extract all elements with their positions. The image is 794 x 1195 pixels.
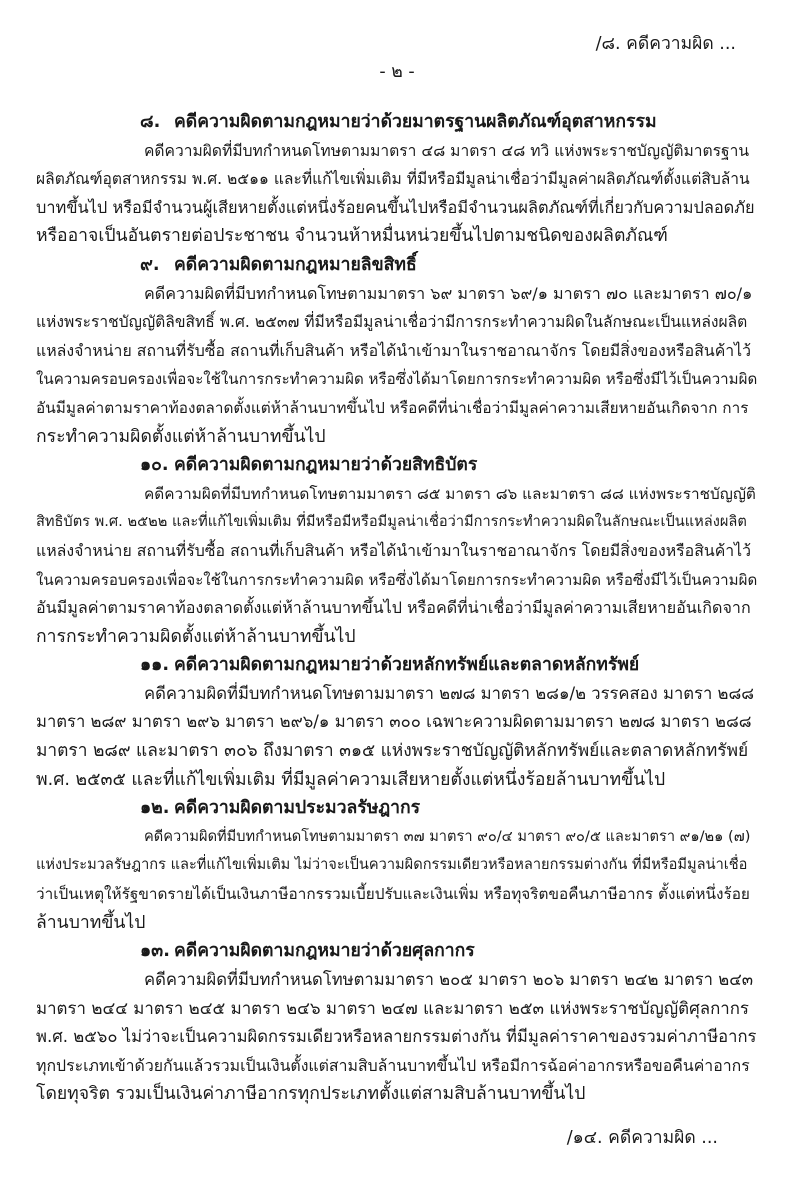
paragraph-line: แหล่งจำหน่าย สถานที่รับซื้อ สถานที่เก็บสินค้า หรือได้นำเข้ามาในราชอาณาจักร โดยมีสิ่งของหรือสินค้าไว้ bbox=[36, 340, 752, 360]
running-header-note: /๘. คดีความผิด ... bbox=[595, 34, 736, 54]
paragraph-line: มาตรา ๒๘๙ มาตรา ๒๙๖ มาตรา ๒๙๖/๑ มาตรา ๓๐๐ เฉพาะความผิดตามมาตรา ๒๗๘ มาตรา ๒๘๘ bbox=[36, 712, 752, 732]
section-paragraph bbox=[36, 680, 758, 794]
paragraph-line: โดยทุจริต รวมเป็นเงินค่าภาษีอากรทุกประเภทตั้งแต่สามสิบล้านบาทขึ้นไป bbox=[36, 1084, 586, 1105]
paragraph-line: คดีความผิดที่มีบทกำหนดโทษตามมาตรา ๒๗๘ มาตรา ๒๘๑/๒ วรรคสอง มาตรา ๒๘๘ bbox=[144, 683, 755, 703]
paragraph-line: ทุกประเภทเข้าด้วยกันแล้วรวมเป็นเงินตั้งแต่สามสิบล้านบาทขึ้นไป หรือมีการฉ้อค่าอากรหรือขอคืนค่าอากร bbox=[36, 1055, 750, 1075]
section-paragraph bbox=[36, 137, 758, 251]
section-title: คดีความผิดตามกฎหมายว่าด้วยสิทธิบัตร bbox=[174, 455, 478, 476]
paragraph-line: ผลิตภัณฑ์อุตสาหกรรม พ.ศ. ๒๕๑๑ และที่แก้ไขเพิ่มเติม ที่มีหรือมีมูลน่าเชื่อว่ามีมูลค่าผลิตภัณฑ์ตั้งแต่สิบล้าน bbox=[36, 170, 750, 189]
paragraph-line: คดีความผิดที่มีบทกำหนดโทษตามมาตรา ๒๐๕ มาตรา ๒๐๖ มาตรา ๒๔๒ มาตรา ๒๔๓ bbox=[144, 969, 754, 989]
paragraph-line: อันมีมูลค่าตามราคาท้องตลาดตั้งแต่ห้าล้านบาทขึ้นไป หรือคดีที่น่าเชื่อว่ามีมูลค่าความเสียหายอันเกิดจาก การ bbox=[36, 398, 749, 417]
paragraph-line: หรืออาจเป็นอันตรายต่อประชาชน จำนวนห้าหมื่นหน่วยขึ้นไปตามชนิดของผลิตภัณฑ์ bbox=[36, 226, 668, 247]
section-heading bbox=[36, 251, 758, 280]
document-section bbox=[36, 651, 758, 794]
paragraph-line: พ.ศ. ๒๕๖๐ ไม่ว่าจะเป็นความผิดกรรมเดียวหรือหลายกรรมต่างกัน ที่มีมูลค่าราคาของรวมค่าภาษีอากร bbox=[36, 1027, 757, 1046]
section-number: ๑๑. bbox=[140, 655, 170, 676]
section-heading bbox=[36, 651, 758, 680]
paragraph-line: ว่าเป็นเหตุให้รัฐขาดรายได้เป็นเงินภาษีอากรรวมเบี้ยปรับและเงินเพิ่ม หรือทุจริตขอคืนภาษีอากร ตั้งแต่หนึ่งร้อย bbox=[36, 885, 750, 904]
page-number: - ๒ - bbox=[379, 62, 415, 82]
paragraph-line: คดีความผิดที่มีบทกำหนดโทษตามมาตรา ๓๗ มาตรา ๙๐/๔ มาตรา ๙๐/๕ และมาตรา ๙๑/๒๑ (๗) bbox=[144, 827, 751, 845]
section-title: คดีความผิดตามกฎหมายว่าด้วยหลักทรัพย์และตลาดหลักทรัพย์ bbox=[174, 655, 640, 676]
section-title: คดีความผิดตามกฎหมายว่าด้วยศุลกากร bbox=[174, 941, 475, 962]
document-section bbox=[36, 251, 758, 451]
paragraph-line: มาตรา ๒๘๙ และมาตรา ๓๐๖ ถึงมาตรา ๓๑๕ แห่งพระราชบัญญัติหลักทรัพย์และตลาดหลักทรัพย์ bbox=[36, 741, 749, 762]
section-heading bbox=[36, 937, 758, 966]
sections-container bbox=[36, 108, 758, 1109]
section-heading bbox=[36, 794, 758, 823]
section-number: ๑๓. bbox=[140, 941, 170, 962]
paragraph-line: บาทขึ้นไป หรือมีจำนวนผู้เสียหายตั้งแต่หนึ่งร้อยคนขึ้นไปหรือมีจำนวนผลิตภัณฑ์ที่เกี่ยวกับความปลอดภัย bbox=[36, 197, 755, 217]
document-section bbox=[36, 937, 758, 1109]
paragraph-line: กระทำความผิดตั้งแต่ห้าล้านบาทขึ้นไป bbox=[36, 426, 326, 447]
paragraph-line: คดีความผิดที่มีบทกำหนดโทษตามมาตรา ๔๘ มาตรา ๔๘ ทวิ แห่งพระราชบัญญัติมาตรฐาน bbox=[144, 141, 750, 160]
paragraph-line: แหล่งจำหน่าย สถานที่รับซื้อ สถานที่เก็บสินค้า หรือได้นำเข้ามาในราชอาณาจักร โดยมีสิ่งของหรือสินค้าไว้ bbox=[36, 540, 752, 560]
paragraph-line: คดีความผิดที่มีบทกำหนดโทษตามมาตรา ๖๙ มาตรา ๖๙/๑ มาตรา ๗๐ และมาตรา ๗๐/๑ bbox=[144, 283, 753, 303]
section-paragraph bbox=[36, 966, 758, 1109]
section-paragraph bbox=[36, 480, 758, 652]
paragraph-line: มาตรา ๒๔๔ มาตรา ๒๔๕ มาตรา ๒๔๖ มาตรา ๒๔๗ และมาตรา ๒๕๓ แห่งพระราชบัญญัติศุลกากร bbox=[36, 998, 749, 1019]
paragraph-line: พ.ศ. ๒๕๓๕ และที่แก้ไขเพิ่มเติม ที่มีมูลค่าความเสียหายตั้งแต่หนึ่งร้อยล้านบาทขึ้นไป bbox=[36, 769, 666, 790]
paragraph-line: ล้านบาทขึ้นไป bbox=[36, 912, 146, 933]
paragraph-line: ในความครอบครองเพื่อจะใช้ในการกระทำความผิด หรือซึ่งได้มาโดยการกระทำความผิด หรือซึ่งมีไว้เป็นความผิด bbox=[36, 570, 758, 589]
paragraph-line: แห่งพระราชบัญญัติลิขสิทธิ์ พ.ศ. ๒๕๓๗ ที่มีหรือมีมูลน่าเชื่อว่ามีการกระทำความผิดในลักษณะเป็นแหล่งผลิต bbox=[36, 313, 748, 332]
section-number: ๘. bbox=[140, 112, 161, 132]
section-title: คดีความผิดตามกฎหมายลิขสิทธิ์ bbox=[174, 254, 417, 275]
document-section bbox=[36, 108, 758, 251]
section-paragraph bbox=[36, 280, 758, 452]
section-number: ๑๒. bbox=[140, 798, 170, 819]
section-number: ๑๐. bbox=[140, 455, 169, 476]
paragraph-line: แห่งประมวลรัษฎากร และที่แก้ไขเพิ่มเติม ไม่ว่าจะเป็นความผิดกรรมเดียวหรือหลายกรรมต่างกัน ที่มีหรือมีมูลน่าเชื่อ bbox=[36, 856, 748, 874]
section-number: ๙. bbox=[140, 254, 160, 275]
paragraph-line: การกระทำความผิดตั้งแต่ห้าล้านบาทขึ้นไป bbox=[36, 626, 356, 647]
document-section bbox=[36, 794, 758, 937]
paragraph-line: สิทธิบัตร พ.ศ. ๒๕๒๒ และที่แก้ไขเพิ่มเติม ที่มีหรือมีหรือมีมูลน่าเชื่อว่ามีการกระทำความผิดในลักษณะเป็นแหล่งผลิต bbox=[36, 513, 747, 531]
document-body bbox=[36, 108, 758, 1109]
running-footer-note: /๑๔. คดีความผิด ... bbox=[566, 1128, 718, 1148]
section-title: คดีความผิดตามกฎหมายว่าด้วยมาตรฐานผลิตภัณฑ์อุตสาหกรรม bbox=[174, 112, 657, 132]
paragraph-line: คดีความผิดที่มีบทกำหนดโทษตามมาตรา ๘๕ มาตรา ๘๖ และมาตรา ๘๘ แห่งพระราชบัญญัติ bbox=[144, 484, 756, 503]
section-heading bbox=[36, 451, 758, 480]
section-title: คดีความผิดตามประมวลรัษฎากร bbox=[174, 798, 421, 819]
paragraph-line: อันมีมูลค่าตามราคาท้องตลาดตั้งแต่ห้าล้านบาทขึ้นไป หรือคดีที่น่าเชื่อว่ามีมูลค่าความเสียหายอันเกิดจาก bbox=[36, 598, 751, 618]
paragraph-line: ในความครอบครองเพื่อจะใช้ในการกระทำความผิด หรือซึ่งได้มาโดยการกระทำความผิด หรือซึ่งมีไว้เป็นความผิด bbox=[36, 370, 758, 389]
document-section bbox=[36, 451, 758, 651]
section-paragraph bbox=[36, 823, 758, 937]
section-heading bbox=[36, 108, 758, 137]
